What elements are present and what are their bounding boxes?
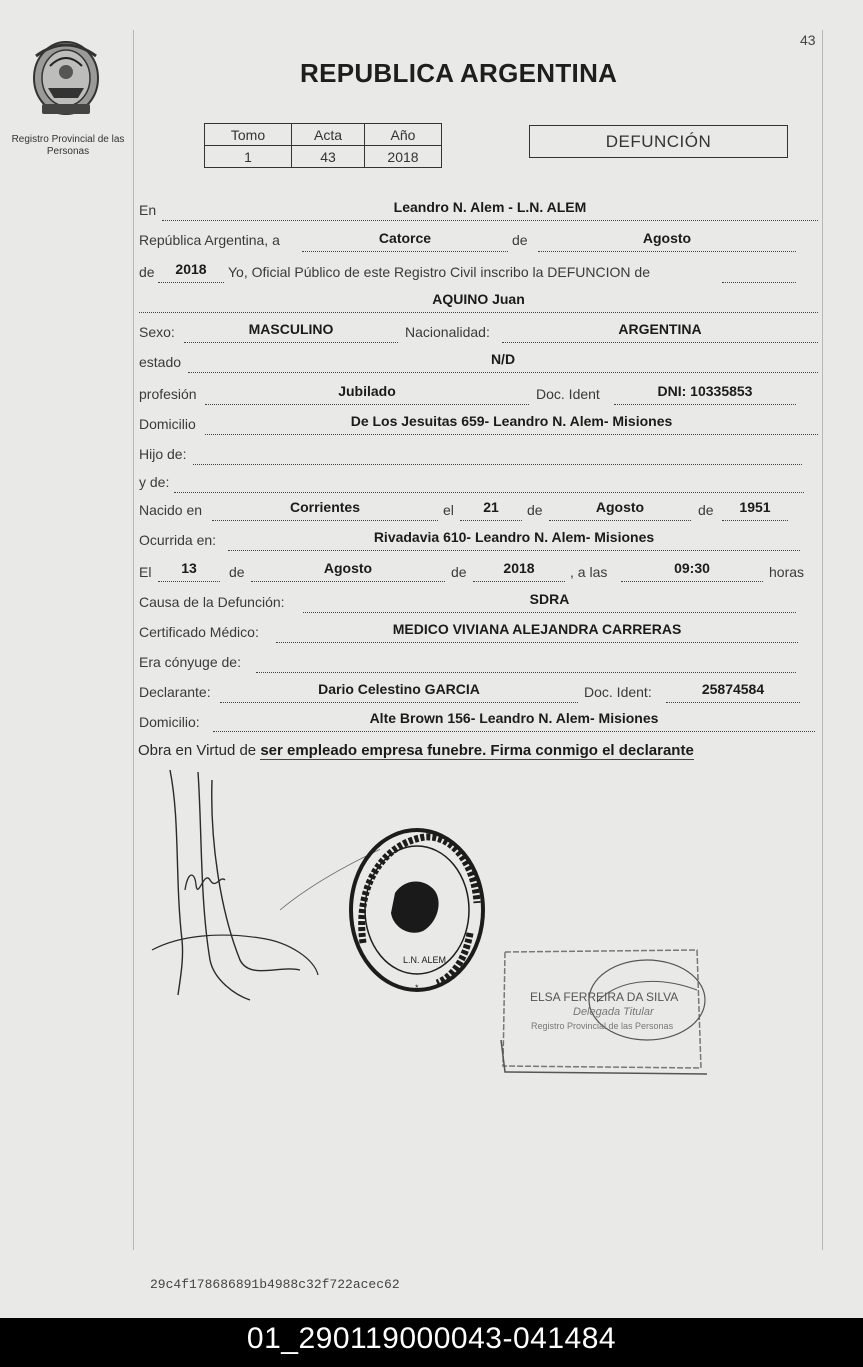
conyuge-field (256, 650, 796, 673)
page-number: 43 (800, 32, 816, 48)
nac-anio-field: 1951 (722, 498, 788, 521)
el-label-2: El (139, 564, 152, 580)
declarante-field: Dario Celestino GARCIA (220, 680, 578, 703)
official-office: Registro Provincial de las Personas (531, 1021, 674, 1031)
en-label: En (139, 202, 157, 218)
nacido-field: Corrientes (212, 498, 438, 521)
nacido-label: Nacido en (139, 502, 203, 518)
de-label-2: de (139, 264, 155, 280)
ocurrida-label: Ocurrida en: (139, 532, 217, 548)
declarante-label: Declarante: (139, 684, 211, 700)
nac-de-label-1: de (527, 502, 543, 518)
left-margin-line (133, 30, 134, 1250)
domicilio-field-2: Alte Brown 156- Leandro N. Alem- Misiones (213, 709, 815, 732)
obra-label: Obra en Virtud de (138, 742, 257, 759)
document-id-label: 01_290119000043-041484 (246, 1322, 617, 1355)
registry-seal-stamp (345, 823, 490, 998)
republica-label: República Argentina, a (139, 232, 280, 248)
acta-value-acta: 43 (292, 146, 365, 168)
domicilio-field: De Los Jesuitas 659- Leandro N. Alem- Misiones (205, 412, 818, 435)
acta-value-anio: 2018 (365, 146, 442, 168)
nacionalidad-field: ARGENTINA (502, 320, 818, 343)
doc-ident-label-2: Doc. Ident: (584, 684, 652, 700)
causa-field: SDRA (303, 590, 796, 613)
horas-label: horas (769, 564, 805, 580)
nombre-field: AQUINO Juan (139, 290, 818, 313)
right-margin-line (822, 30, 823, 1250)
doc-ident-label: Doc. Ident (536, 386, 600, 402)
document-hash: 29c4f178686891b4988c32f722acec62 (150, 1277, 400, 1292)
obra-en-virtud-line (138, 742, 694, 759)
province-emblem-logo (28, 36, 104, 120)
acta-header-anio: Año (365, 124, 442, 146)
nac-dia-field: 21 (460, 498, 522, 521)
obra-field: ser empleado empresa funebre. Firma conmigo el declarante (260, 742, 694, 759)
certificado-field: MEDICO VIVIANA ALEJANDRA CARRERAS (276, 620, 798, 643)
document-title: REPUBLICA ARGENTINA (300, 58, 618, 88)
def-hora-field: 09:30 (621, 559, 763, 582)
nac-de-label-2: de (698, 502, 714, 518)
anio-field: 2018 (158, 260, 224, 283)
nac-mes-field: Agosto (549, 498, 691, 521)
estado-field: N/D (188, 350, 818, 373)
official-name: ELSA FERREIRA DA SILVA (530, 990, 679, 1004)
el-label: el (443, 502, 454, 518)
domicilio-label: Domicilio (139, 416, 196, 432)
registro-provincial-label: Registro Provincial de las Personas (11, 134, 125, 157)
de-label-1: de (512, 232, 528, 248)
seal-center-text: L.N. ALEM (403, 955, 447, 965)
en-field: Leandro N. Alem - L.N. ALEM (162, 198, 818, 221)
estado-label: estado (139, 354, 182, 370)
def-mes-field: Agosto (251, 559, 445, 582)
a-las-label: , a las (570, 564, 608, 580)
profesion-label: profesión (139, 386, 197, 402)
mes-field: Agosto (538, 229, 796, 252)
nacionalidad-label: Nacionalidad: (405, 324, 490, 340)
document-type-box: DEFUNCIÓN (529, 125, 788, 158)
acta-header-acta: Acta (292, 124, 365, 146)
acta-value-tomo: 1 (205, 146, 292, 168)
inscripcion-blank (722, 260, 796, 283)
sexo-field: MASCULINO (184, 320, 398, 343)
official-role: Delegada Titular (573, 1006, 654, 1018)
def-dia-field: 13 (158, 559, 220, 582)
def-anio-field: 2018 (473, 559, 565, 582)
inscripcion-text: Yo, Oficial Público de este Registro Civil inscribo la DEFUNCION de (228, 264, 650, 280)
dia-field: Catorce (302, 229, 508, 252)
conyuge-label: Era cónyuge de: (139, 654, 241, 670)
svg-text:*: * (415, 983, 419, 993)
causa-label: Causa de la Defunción: (139, 594, 285, 610)
declarante-signature (140, 760, 380, 1010)
certificado-label: Certificado Médico: (139, 624, 259, 640)
acta-header-tomo: Tomo (205, 124, 292, 146)
y-de-field (174, 470, 804, 493)
y-de-label: y de: (139, 474, 170, 490)
profesion-field: Jubilado (205, 382, 529, 405)
domicilio-label-2: Domicilio: (139, 714, 200, 730)
sexo-label: Sexo: (139, 324, 175, 340)
doc-ident-field-2: 25874584 (666, 680, 800, 703)
acta-table (204, 123, 442, 168)
def-de-label-1: de (229, 564, 245, 580)
hijo-field (193, 442, 802, 465)
def-de-label-2: de (451, 564, 467, 580)
hijo-label: Hijo de: (139, 446, 187, 462)
doc-ident-field: DNI: 10335853 (614, 382, 796, 405)
ocurrida-field: Rivadavia 610- Leandro N. Alem- Misiones (228, 528, 800, 551)
